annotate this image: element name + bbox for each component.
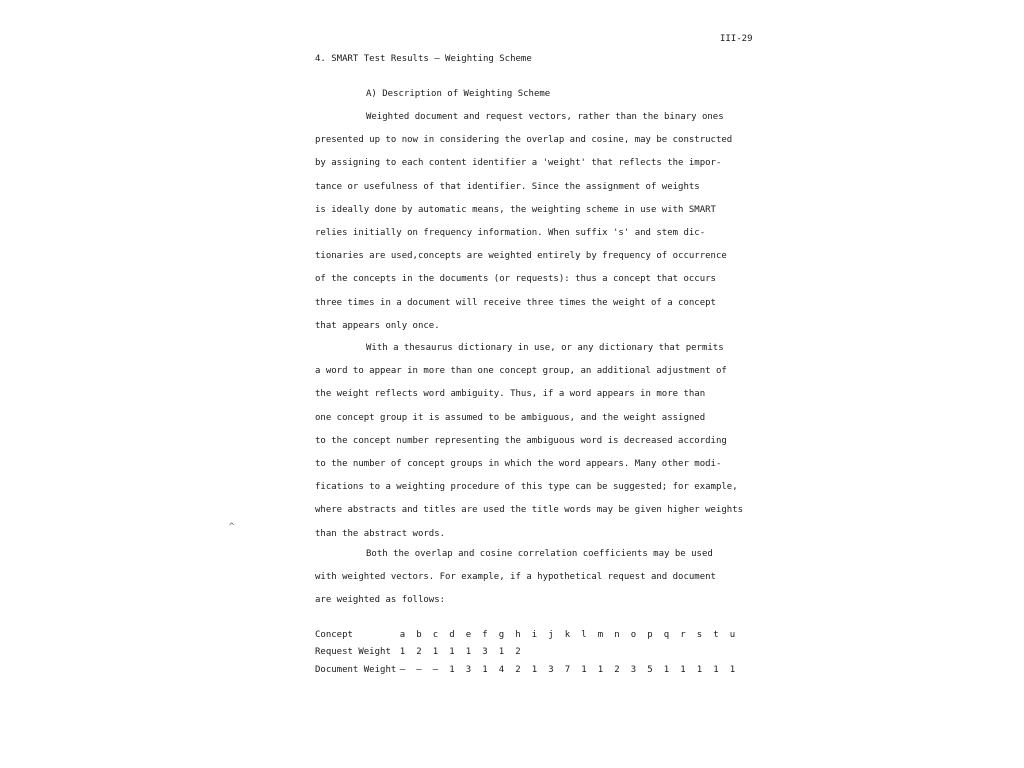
table-cell: – xyxy=(432,665,439,675)
table-cell: 3 xyxy=(482,647,488,657)
paragraph-2-line: With a thesaurus dictionary in use, or any dictionary that permits xyxy=(366,343,724,353)
table-cell: c xyxy=(432,630,439,640)
table-cell: a xyxy=(399,630,406,640)
paragraph-2-line: a word to appear in more than one concept group, an additional adjustment of xyxy=(315,366,727,376)
table-cell: o xyxy=(630,630,637,640)
subsection-heading: A) Description of Weighting Scheme xyxy=(366,89,551,99)
table-row-label: Request Weight xyxy=(315,647,391,657)
table-cell: 1 xyxy=(498,647,505,657)
table-cell: 1 xyxy=(663,665,670,675)
paragraph-1-line: tionaries are used,concepts are weighted entirely by frequency of occurrence xyxy=(315,251,727,261)
paragraph-1-line: three times in a document will receive three times the weight of a concept xyxy=(315,298,716,308)
table-cell: k xyxy=(564,630,571,640)
table-cell: r xyxy=(680,630,686,640)
paragraph-2-line: where abstracts and titles are used the title words may be given higher weights xyxy=(315,505,744,515)
table-cell: 2 xyxy=(614,665,620,675)
paragraph-1-line: relies initially on frequency information. When suffix 's' and stem dic- xyxy=(315,228,706,238)
table-cell: 3 xyxy=(465,665,472,675)
paragraph-2-line: to the number of concept groups in which the word appears. Many other modi- xyxy=(315,459,722,469)
table-cell: i xyxy=(531,630,538,640)
paragraph-3-line: Both the overlap and cosine correlation coefficients may be used xyxy=(366,549,713,559)
table-cell: – xyxy=(416,665,422,675)
table-cell: l xyxy=(581,630,587,640)
table-cell: 3 xyxy=(630,665,637,675)
table-cell: 4 xyxy=(498,665,505,675)
table-cell: d xyxy=(449,630,455,640)
table-cell: 1 xyxy=(399,647,406,657)
table-cell: t xyxy=(713,630,719,640)
table-cell: 7 xyxy=(564,665,571,675)
table-cell: n xyxy=(614,630,620,640)
paragraph-2-line: one concept group it is assumed to be ambiguous, and the weight assigned xyxy=(315,413,706,423)
table-cell: 2 xyxy=(515,665,521,675)
paragraph-1-line: presented up to now in considering the overlap and cosine, may be constructed xyxy=(315,135,733,145)
margin-mark: ^ xyxy=(229,522,235,532)
table-cell: 1 xyxy=(465,647,472,657)
paragraph-2-line: fications to a weighting procedure of this type can be suggested; for example, xyxy=(315,482,738,492)
table-cell: 1 xyxy=(597,665,604,675)
section-heading: 4. SMART Test Results — Weighting Scheme xyxy=(315,54,532,64)
paragraph-3-line: are weighted as follows: xyxy=(315,595,446,605)
table-cell: 1 xyxy=(449,665,455,675)
table-cell: 5 xyxy=(647,665,653,675)
table-cell: u xyxy=(729,630,736,640)
table-row-label: Document Weight xyxy=(315,665,397,675)
paragraph-1-line: of the concepts in the documents (or requests): thus a concept that occurs xyxy=(315,274,716,284)
table-cell: 3 xyxy=(548,665,554,675)
table-cell: 1 xyxy=(729,665,736,675)
table-cell: 1 xyxy=(432,647,439,657)
table-row-label: Concept xyxy=(315,630,353,640)
paragraph-1-line: Weighted document and request vectors, rather than the binary ones xyxy=(366,112,724,122)
table-cell: 1 xyxy=(449,647,455,657)
table-cell: h xyxy=(515,630,521,640)
table-cell: q xyxy=(663,630,670,640)
table-cell: f xyxy=(482,630,488,640)
paragraph-1-line: is ideally done by automatic means, the weighting scheme in use with SMART xyxy=(315,205,716,215)
paragraph-3-line: with weighted vectors. For example, if a hypothetical request and document xyxy=(315,572,716,582)
table-cell: e xyxy=(465,630,472,640)
paragraph-1-line: that appears only once. xyxy=(315,321,440,331)
paragraph-1-line: tance or usefulness of that identifier. Since the assignment of weights xyxy=(315,182,700,192)
paragraph-1-line: by assigning to each content identifier a 'weight' that reflects the impor- xyxy=(315,158,722,168)
paragraph-2-line: the weight reflects word ambiguity. Thus, if a word appears in more than xyxy=(315,389,706,399)
table-cell: 2 xyxy=(416,647,422,657)
paragraph-2-line: than the abstract words. xyxy=(315,529,446,539)
table-cell: 1 xyxy=(713,665,719,675)
table-cell: – xyxy=(399,665,406,675)
page-number: III-29 xyxy=(720,34,753,44)
table-cell: b xyxy=(416,630,422,640)
table-cell: m xyxy=(597,630,604,640)
paragraph-2-line: to the concept number representing the ambiguous word is decreased according xyxy=(315,436,727,446)
table-cell: 2 xyxy=(515,647,521,657)
table-cell: 1 xyxy=(581,665,587,675)
table-cell: 1 xyxy=(531,665,538,675)
table-cell: 1 xyxy=(482,665,488,675)
table-cell: p xyxy=(647,630,653,640)
table-cell: 1 xyxy=(680,665,686,675)
table-cell: j xyxy=(548,630,554,640)
table-cell: g xyxy=(498,630,505,640)
table-cell: s xyxy=(696,630,703,640)
table-cell: 1 xyxy=(696,665,703,675)
